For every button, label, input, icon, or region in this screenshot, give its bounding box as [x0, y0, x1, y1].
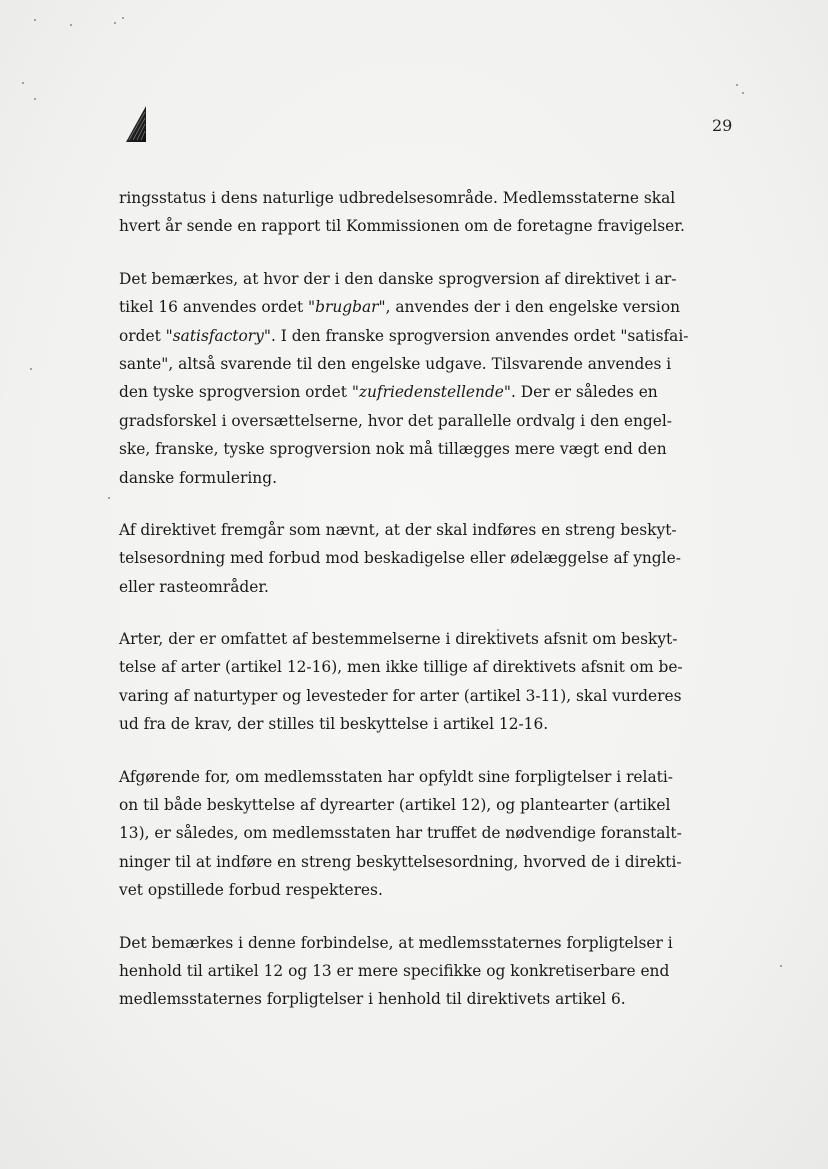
page-number: 29 [712, 116, 733, 135]
text-line: vet opstillede forbud respekteres. [119, 881, 383, 900]
text-line: eller rasteområder. [119, 577, 269, 596]
text-line: hvert år sende en rapport til Kommissionen om de foretagne fravigelser. [119, 217, 685, 236]
body-text [119, 184, 689, 1038]
text-line: Det bemærkes, at hvor der i den danske sprogversion af direktivet i ar- [119, 269, 677, 288]
text-line: sante", altså svarende til den engelske udgave. Tilsvarende anvendes i [119, 354, 672, 373]
text-line: tikel 16 anvendes ordet "brugbar", anvendes der i den engelske version [119, 298, 681, 317]
text-line: Af direktivet fremgår som nævnt, at der skal indføres en streng beskyt- [119, 520, 677, 539]
corner-triangle-mark [124, 104, 150, 144]
text-line: ske, franske, tyske sprogversion nok må tillægges mere vægt end den [119, 440, 667, 459]
text-line: ud fra de krav, der stilles til beskyttelse i artikel 12-16. [119, 715, 549, 734]
text-line: ringsstatus i dens naturlige udbredelsesområde. Medlemsstaterne skal [119, 189, 676, 207]
text-line: on til både beskyttelse af dyrearter (artikel 12), og plantearter (artikel [119, 796, 671, 815]
paragraph [119, 184, 685, 241]
text-line: den tyske sprogversion ordet "zufriedenstellende". Der er således en [119, 383, 658, 402]
text-line: henhold til artikel 12 og 13 er mere specifikke og konkretiserbare end [119, 961, 670, 980]
text-line: Arter, der er omfattet af bestemmelserne i direktivets afsnit om beskyt- [119, 630, 678, 649]
text-line: telsesordning med forbud mod beskadigelse eller ødelæggelse af yngle- [119, 549, 681, 568]
paragraph [119, 763, 682, 905]
text-line: gradsforskel i oversættelserne, hvor det parallelle ordvalg i den engel- [119, 411, 672, 430]
paragraph [119, 929, 673, 1014]
text-line: Afgørende for, om medlemsstaten har opfyldt sine forpligtelser i relati- [119, 767, 673, 786]
text-line: varing af naturtyper og levesteder for arter (artikel 3-11), skal vurderes [119, 686, 682, 705]
paragraph [119, 625, 683, 739]
text-line: medlemsstaternes forpligtelser i henhold til direktivets artikel 6. [119, 990, 626, 1009]
text-line: telse af arter (artikel 12-16), men ikke tillige af direktivets afsnit om be- [119, 658, 683, 677]
paragraph [119, 265, 689, 492]
paragraph [119, 516, 681, 601]
text-line: ordet "satisfactory". I den franske sprogversion anvendes ordet "satisfai- [119, 326, 689, 345]
text-line: ninger til at indføre en streng beskyttelsesordning, hvorved de i direkti- [119, 852, 682, 871]
text-line: Det bemærkes i denne forbindelse, at medlemsstaternes forpligtelser i [119, 933, 673, 952]
text-line: 13), er således, om medlemsstaten har truffet de nødvendige foranstalt- [119, 824, 682, 843]
text-line: danske formulering. [119, 468, 277, 487]
